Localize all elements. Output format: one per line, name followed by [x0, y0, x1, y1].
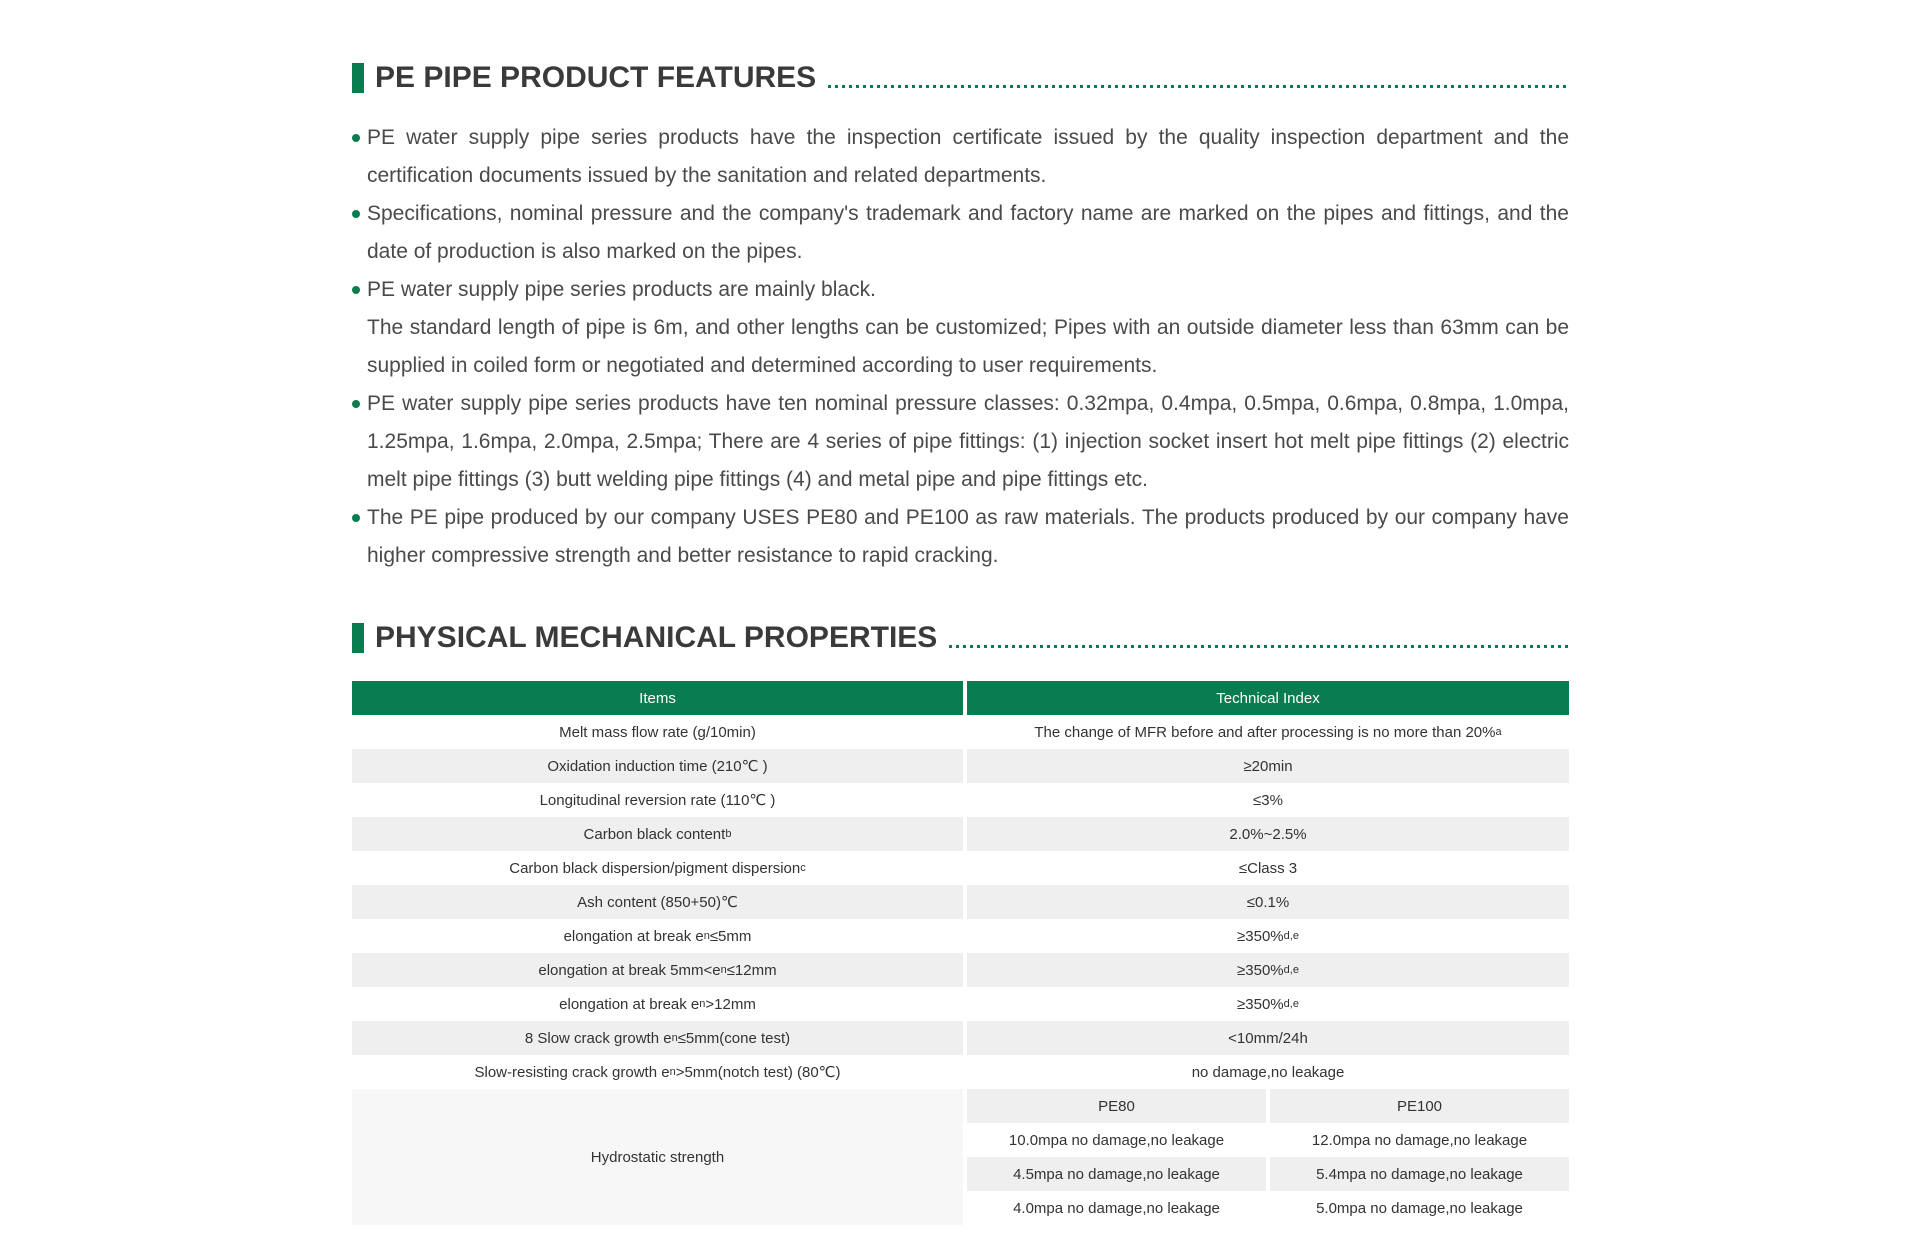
feature-text: PE water supply pipe series products are mainly black.: [367, 278, 876, 301]
hydrostatic-data-rows: [967, 1123, 1569, 1225]
item-cell: Carbon black content b: [352, 817, 963, 851]
feature-text: The standard length of pipe is 6m, and other lengths can be customized; Pipes with an outside diameter less than 63mm can be supplied in coiled form or negotiated and determined according to user requirements.: [367, 316, 1569, 377]
item-cell: Longitudinal reversion rate (110℃ ): [352, 783, 963, 817]
bullet-icon: [352, 286, 360, 294]
table-row: [352, 885, 1569, 919]
hydro-value-cell: 5.4mpa no damage,no leakage: [1270, 1157, 1569, 1191]
value-cell: <10mm/24h: [967, 1021, 1569, 1055]
properties-table: [352, 681, 1569, 1225]
hydro-value-cell: 5.0mpa no damage,no leakage: [1270, 1191, 1569, 1225]
value-cell: ≥350% d,e: [967, 987, 1569, 1021]
dotted-line: [828, 85, 1569, 88]
table-row: [352, 783, 1569, 817]
bullet-icon: [352, 210, 360, 218]
section-features: [352, 63, 1569, 575]
table-row: [352, 1055, 1569, 1089]
hydro-value-cell: 4.5mpa no damage,no leakage: [967, 1157, 1266, 1191]
item-cell: 8 Slow crack growth e n ≤5mm(cone test): [352, 1021, 963, 1055]
item-cell: elongation at break e n >12mm: [352, 987, 963, 1021]
pe100-header: PE100: [1270, 1089, 1569, 1123]
feature-paragraph: [352, 271, 1569, 309]
section-properties: [352, 623, 1569, 1225]
properties-header: [352, 623, 1569, 653]
page-content: [352, 63, 1569, 1225]
item-cell: elongation at break e n ≤5mm: [352, 919, 963, 953]
hydro-row: [967, 1157, 1569, 1191]
item-cell: Melt mass flow rate (g/10min): [352, 715, 963, 749]
value-cell: 2.0%~2.5%: [967, 817, 1569, 851]
value-cell: no damage,no leakage: [967, 1055, 1569, 1089]
table-row: [352, 987, 1569, 1021]
items-column-header: Items: [352, 681, 963, 715]
features-header: [352, 63, 1569, 93]
table-header-row: [352, 681, 1569, 715]
value-cell: ≥350% d,e: [967, 953, 1569, 987]
green-bar-icon: [352, 63, 364, 93]
table-row: [352, 851, 1569, 885]
value-cell: ≤Class 3: [967, 851, 1569, 885]
feature-paragraph: [352, 499, 1569, 575]
hydro-value-cell: 4.0mpa no damage,no leakage: [967, 1191, 1266, 1225]
hydrostatic-subheader-row: [967, 1089, 1569, 1123]
value-cell: ≥20min: [967, 749, 1569, 783]
feature-text: The PE pipe produced by our company USES PE80 and PE100 as raw materials. The products produced by our company have higher compressive strength and better resistance to rapid cracking.: [367, 506, 1569, 567]
table-row: [352, 715, 1569, 749]
green-bar-icon: [352, 623, 364, 653]
bullet-icon: [352, 400, 360, 408]
feature-paragraph: [352, 309, 1569, 385]
dotted-line: [949, 645, 1569, 648]
item-cell: Carbon black dispersion/pigment dispersion c: [352, 851, 963, 885]
value-cell: The change of MFR before and after processing is no more than 20% a: [967, 715, 1569, 749]
features-list: [352, 119, 1569, 575]
feature-text: PE water supply pipe series products have ten nominal pressure classes: 0.32mpa, 0.4mpa, 0.5mpa, 0.6mpa, 0.8mpa, 1.0mpa, 1.25mpa, 1.6mpa, 2.0mpa, 2.5mpa; There are 4 series of pipe fittings: (1) injection socket insert hot melt pipe fittings (2) electric melt pipe fittings (3) butt welding pipe fittings (4) and metal pipe and pipe fittings etc.: [367, 392, 1569, 491]
feature-paragraph: [352, 119, 1569, 195]
hydro-row: [967, 1123, 1569, 1157]
hydro-row: [967, 1191, 1569, 1225]
features-title: PE PIPE PRODUCT FEATURES: [375, 61, 817, 94]
table-row: [352, 749, 1569, 783]
value-cell: ≤3%: [967, 783, 1569, 817]
hydrostatic-block: [352, 1089, 1569, 1225]
hydro-value-cell: 10.0mpa no damage,no leakage: [967, 1123, 1266, 1157]
value-cell: ≥350% d,e: [967, 919, 1569, 953]
pe80-header: PE80: [967, 1089, 1266, 1123]
feature-text: PE water supply pipe series products have the inspection certificate issued by the quality inspection department and the certification documents issued by the sanitation and related departments.: [367, 126, 1569, 187]
item-cell: elongation at break 5mm<e n ≤12mm: [352, 953, 963, 987]
table-row: [352, 953, 1569, 987]
table-row: [352, 919, 1569, 953]
item-cell: Oxidation induction time (210℃ ): [352, 749, 963, 783]
feature-paragraph: [352, 195, 1569, 271]
properties-title: PHYSICAL MECHANICAL PROPERTIES: [375, 621, 938, 654]
technical-index-column-header: Technical Index: [967, 681, 1569, 715]
feature-text: Specifications, nominal pressure and the company's trademark and factory name are marked on the pipes and fittings, and the date of production is also marked on the pipes.: [367, 202, 1569, 263]
value-cell: ≤0.1%: [967, 885, 1569, 919]
table-body: [352, 715, 1569, 1089]
item-cell: Slow-resisting crack growth e n >5mm(notch test) (80℃): [352, 1055, 963, 1089]
feature-paragraph: [352, 385, 1569, 499]
hydro-value-cell: 12.0mpa no damage,no leakage: [1270, 1123, 1569, 1157]
hydrostatic-values: [967, 1089, 1569, 1225]
table-row: [352, 817, 1569, 851]
hydrostatic-item-cell: Hydrostatic strength: [352, 1089, 963, 1225]
bullet-icon: [352, 514, 360, 522]
bullet-icon: [352, 134, 360, 142]
table-row: [352, 1021, 1569, 1055]
item-cell: Ash content (850+50)℃: [352, 885, 963, 919]
